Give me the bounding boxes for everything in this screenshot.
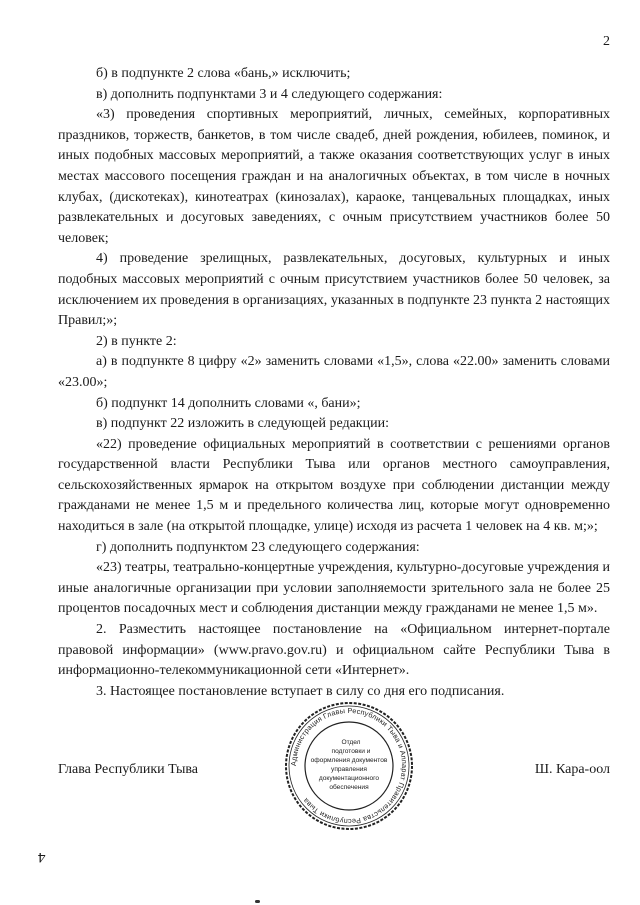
svg-text:оформления документов: оформления документов [310,757,388,764]
paragraph: б) в подпункте 2 слова «бань,» исключить; [96,66,351,81]
svg-text:Администрация Главы Республики: Администрация Главы Республики Тыва и Аппарат Правительства Республики Тыва [288,705,410,827]
paragraph: «23) театры, театрально-концертные учреждения, культурно-досуговые учреждения и иные аналогичные организации при условии заполняемости зрительного зала не более 25 процентов посадочных мест и соблюдения дистанции между гражданами не менее 1,5 м». [58,560,610,617]
margin-mark: 4 [38,849,46,865]
page-number: 2 [603,34,610,49]
document-body [58,64,610,702]
scan-artifact [255,900,260,903]
paragraph: «3) проведения спортивных мероприятий, личных, семейных, корпоративных праздников, торжеств, банкетов, в том числе свадеб, дней рождения, юбилеев, поминок, и иных подобных массовых мероприятий, а также оказания соответствующих услуг в иных местах массового посещения граждан и на аналогичных объектах, в том числе в ночных клубах, (дискотеках), кинотеатрах (кинозалах), караоке, танцевальных площадках, иных развлекательных и досуговых заведениях, с очным присутствием участников более 50 человек; [58,107,610,246]
paragraph: в) дополнить подпунктами 3 и 4 следующего содержания: [96,86,443,102]
svg-text:Отдел: Отдел [341,739,361,746]
paragraph: а) в подпункте 8 цифру «2» заменить словами «1,5», слова «22.00» заменить словами «23.00»; [58,354,610,390]
svg-text:обеспечения: обеспечения [329,784,369,791]
paragraph: 3. Настоящее постановление вступает в силу со дня его подписания. [96,683,505,699]
paragraph: б) подпункт 14 дополнить словами «, бани»; [96,395,361,411]
signatory-name: Ш. Кара-оол [534,762,610,777]
paragraph: в) подпункт 22 изложить в следующей редакции: [96,416,389,432]
svg-text:управления: управления [331,766,367,773]
paragraph: «22) проведение официальных мероприятий в соответствии с решениями органов государственной власти Республики Тыва или органов местного самоуправления, сельскохозяйственных ярмарок на открытом воздухе при соблюдении дистанции между гражданами не менее 1,5 м и предельного количества лиц, которые могут одновременно находиться в зале (на открытой площадке, улице) исходя из расчета 1 человек на 4 кв. м;»; [58,436,610,535]
paragraph: г) дополнить подпунктом 23 следующего содержания: [96,539,420,555]
signatory-position: Глава Республики Тыва [58,762,199,777]
paragraph: 2. Разместить настоящее постановление на «Официальном интернет-портале правовой информации» (www.pravo.gov.ru) и официальном сайте Республики Тыва в информационно-телекоммуникационной сети «Интернет». [58,622,610,679]
svg-text:документационного: документационного [318,775,380,782]
official-stamp [283,700,415,832]
stamp-seal-icon [283,700,415,832]
paragraph: 2) в пункте 2: [96,333,177,349]
svg-text:подготовки и: подготовки и [331,748,371,755]
paragraph: 4) проведение зрелищных, развлекательных, досуговых, культурных и иных подобных массовых мероприятий с очным присутствием участников более 50 человек, за исключением их проведения в организациях, указанных в подпункте 23 пункта 2 настоящих Правил;»; [58,251,610,329]
